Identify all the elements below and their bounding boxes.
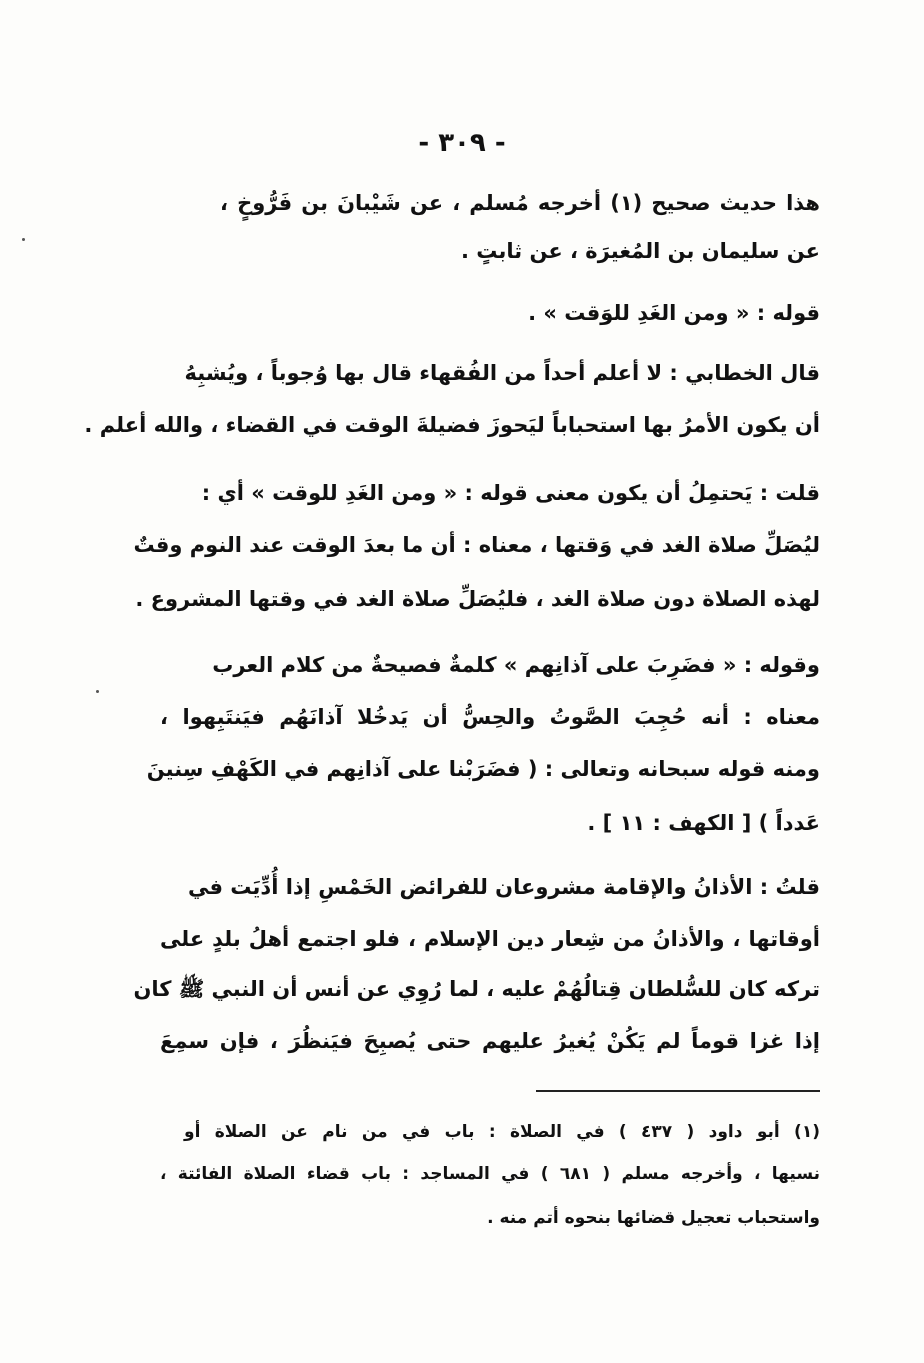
- footnote-line: نسيها ، وأخرجه مسلم ( ٦٨١ ) في المساجد : باب قضاء الصلاة الفائتة ،: [160, 1164, 820, 1184]
- body-text-line: أن يكون الأمرُ بها استحباباً ليَحوزَ فضيلةَ الوقت في القضاء ، والله أعلم .: [84, 413, 820, 437]
- body-text-line: أوقاتها ، والأذانُ من شِعار دين الإسلام ، فلو اجتمع أهلُ بلدٍ على: [160, 927, 820, 951]
- footnote-line: (١) أبو داود ( ٤٣٧ ) في الصلاة : باب في من نام عن الصلاة أو: [184, 1122, 820, 1142]
- body-text-line: تركه كان للسُّلطان قِتالُهُمْ عليه ، لما رُوِي عن أنس أن النبي ﷺ كان: [133, 977, 820, 1001]
- footnote-line: واستحباب تعجيل قضائها بنحوه أتم منه .: [487, 1208, 820, 1228]
- body-text-line: قال الخطابي : لا أعلم أحداً من الفُقهاء قال بها وُجوباً ، ويُشبِهُ: [184, 361, 820, 385]
- body-text-line: هذا حديث صحيح (١) أخرجه مُسلم ، عن شَيْبانَ بن فَرُّوخٍ ،: [220, 191, 820, 215]
- body-text-line: معناه : أنه حُجِبَ الصَّوتُ والحِسُّ أن يَدخُلا آذانَهُم فيَنتَبِهوا ،: [160, 705, 820, 729]
- body-text-line: قوله : « ومن الغَدِ للوَقت » .: [528, 301, 820, 325]
- body-text-line: عن سليمان بن المُغيرَة ، عن ثابتٍ .: [460, 239, 820, 263]
- body-text-line: وقوله : « فضَرِبَ على آذانِهم » كلمةٌ فصيحةٌ من كلام العرب: [212, 653, 820, 677]
- footnote-separator: [536, 1090, 820, 1092]
- page-number: - ٣٠٩ -: [418, 128, 506, 158]
- body-text-line: ليُصَلِّ صلاة الغد في وَقتها ، معناه : أن ما بعدَ الوقت عند النوم وقتٌ: [133, 533, 820, 557]
- body-text-line: إذا غزا قوماً لم يَكُنْ يُغيرُ عليهم حتى يُصبِحَ فيَنظُرَ ، فإن سمِعَ: [160, 1029, 820, 1053]
- body-text-line: قلت : يَحتمِلُ أن يكون معنى قوله : « ومن الغَدِ للوقت » أي :: [201, 481, 820, 505]
- body-text-line: عَدداً ) [ الكهف : ١١ ] .: [587, 811, 820, 835]
- body-text-line: لهذه الصلاة دون صلاة الغد ، فليُصَلِّ صلاة الغد في وقتها المشروع .: [135, 587, 820, 611]
- body-text-line: قلتُ : الأذانُ والإقامة مشروعان للفرائض الخَمْسِ إذا أُدِّيَت في: [188, 875, 820, 899]
- scan-speck: [96, 690, 99, 693]
- body-text-line: ومنه قوله سبحانه وتعالى : ( فضَرَبْنا على آذانِهم في الكَهْفِ سِنينَ: [146, 757, 820, 781]
- scan-speck: [22, 238, 25, 241]
